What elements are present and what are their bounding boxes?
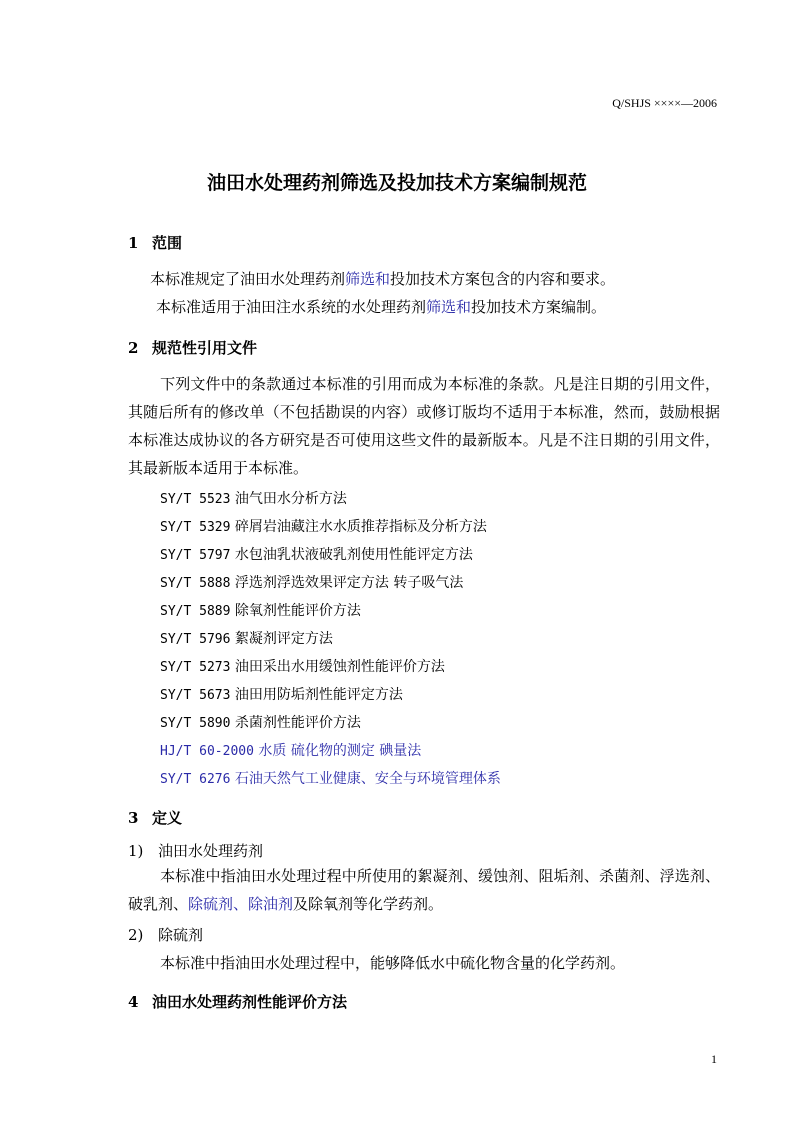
reference-code: SY/T 5329	[160, 520, 231, 535]
section-1-heading	[128, 232, 182, 253]
definition-item-text	[128, 862, 720, 918]
reference-title: 油田采出水用缓蚀剂性能评价方法	[234, 659, 445, 675]
text-segment: 本标准规定了油田水处理药剂	[150, 270, 346, 288]
reference-code: SY/T 5673	[160, 688, 231, 703]
definition-item-text: 本标准中指油田水处理过程中，能够降低水中硫化物含量的化学药剂。	[160, 954, 626, 972]
reference-title: 油气田水分析方法	[234, 491, 347, 507]
section-number: 3	[128, 809, 139, 827]
scope-paragraph-1	[150, 268, 615, 289]
reference-code: SY/T 5890	[160, 716, 231, 731]
reference-item	[160, 600, 361, 620]
section-number: 2	[128, 339, 139, 357]
definition-item-heading	[128, 840, 263, 861]
reference-code: SY/T 5888	[160, 576, 231, 591]
reference-title: 油田用防垢剂性能评定方法	[234, 687, 403, 703]
document-title: 油田水处理药剂筛选及投加技术方案编制规范	[206, 172, 587, 194]
reference-item	[160, 712, 361, 732]
page-number: 1	[711, 1052, 717, 1066]
section-title: 范围	[152, 234, 183, 252]
section-number: 1	[128, 234, 139, 252]
item-title: 除硫剂	[158, 926, 204, 944]
section-4-heading	[128, 991, 347, 1012]
text-segment: 及除氧剂等化学药剂。	[293, 895, 444, 913]
section-title: 油田水处理药剂性能评价方法	[152, 993, 348, 1011]
item-number: 2)	[128, 926, 144, 944]
reference-title: 絮凝剂评定方法	[234, 631, 333, 647]
text-segment: 本标准适用于油田注水系统的水处理药剂	[156, 298, 427, 316]
reference-item	[160, 684, 403, 704]
document-code: Q/SHJS ××××—2006	[612, 96, 717, 110]
reference-code: HJ/T 60-2000	[160, 744, 254, 759]
reference-title: 浮选剂浮选效果评定方法 转子吸气法	[234, 575, 464, 591]
reference-title: 水质 硫化物的测定 碘量法	[258, 743, 422, 759]
highlighted-text: 除硫剂、除油剂	[188, 895, 294, 913]
section-2-heading	[128, 337, 257, 358]
reference-item	[160, 488, 347, 508]
section-3-heading	[128, 807, 182, 828]
reference-item	[160, 544, 473, 564]
reference-item	[160, 768, 501, 788]
highlighted-text: 筛选和	[426, 298, 472, 316]
definition-item-heading	[128, 924, 203, 945]
section-title: 定义	[152, 809, 183, 827]
reference-item	[160, 740, 421, 760]
reference-title: 除氧剂性能评价方法	[234, 603, 361, 619]
reference-title: 水包油乳状液破乳剂使用性能评定方法	[234, 547, 473, 563]
highlighted-text: 筛选和	[345, 270, 391, 288]
reference-code: SY/T 6276	[160, 772, 231, 787]
reference-item	[160, 628, 333, 648]
reference-title: 杀菌剂性能评价方法	[234, 715, 361, 731]
reference-code: SY/T 5796	[160, 632, 231, 647]
text-segment: 本标准中指油田水处理过程中所使用的絮凝剂、缓蚀剂、阻垢剂、杀菌剂、浮选剂、破乳剂、	[128, 867, 720, 913]
reference-title: 碎屑岩油藏注水水质推荐指标及分析方法	[234, 519, 487, 535]
reference-code: SY/T 5889	[160, 604, 231, 619]
section-title: 规范性引用文件	[152, 339, 258, 357]
reference-code: SY/T 5523	[160, 492, 231, 507]
scope-paragraph-2	[156, 296, 606, 317]
reference-code: SY/T 5797	[160, 548, 231, 563]
reference-item	[160, 572, 463, 592]
intro-text: 下列文件中的条款通过本标准的引用而成为本标准的条款。凡是注日期的引用文件，其随后所有的修改单（不包括勘误的内容）或修订版均不适用于本标准，然而，鼓励根据本标准达成协议的各方研究是否可使用这些文件的最新版本。凡是不注日期的引用文件，其最新版本适用于本标准。	[128, 375, 720, 477]
text-segment: 投加技术方案编制。	[471, 298, 607, 316]
section-number: 4	[128, 993, 139, 1011]
item-title: 油田水处理药剂	[158, 842, 264, 860]
item-number: 1)	[128, 842, 144, 860]
normative-references-intro	[128, 370, 720, 482]
reference-item	[160, 656, 445, 676]
reference-code: SY/T 5273	[160, 660, 231, 675]
reference-item	[160, 516, 487, 536]
reference-title: 石油天然气工业健康、安全与环境管理体系	[234, 771, 501, 787]
text-segment: 投加技术方案包含的内容和要求。	[390, 270, 616, 288]
